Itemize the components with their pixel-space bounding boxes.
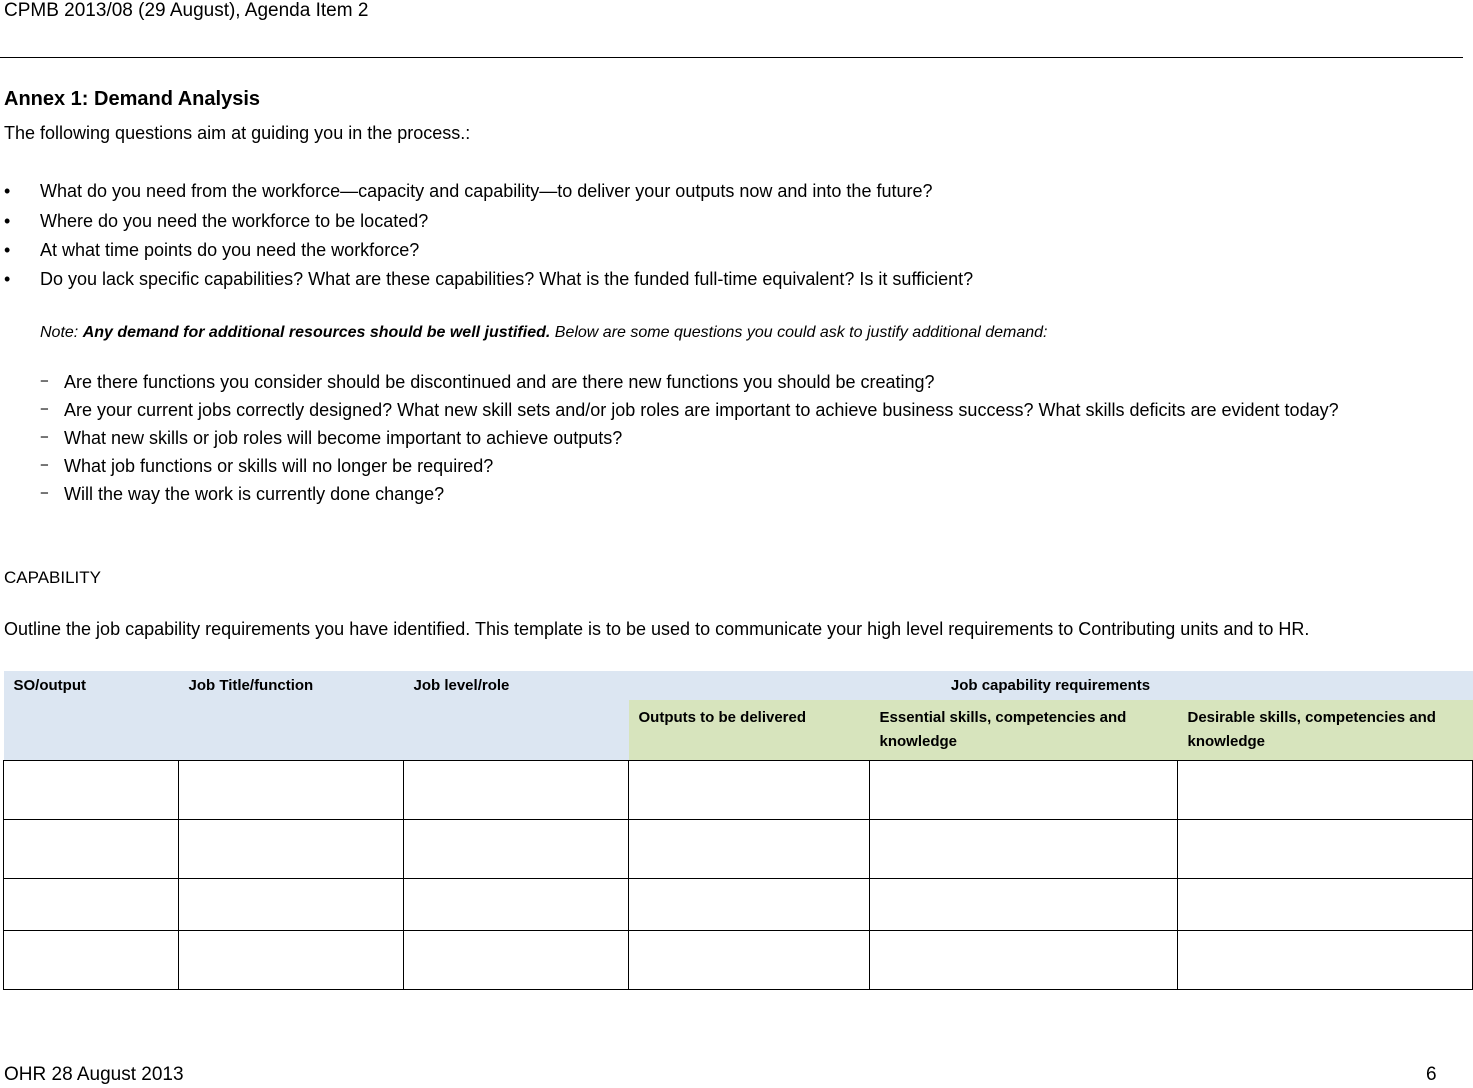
demand-question-text: Are there functions you consider should be discontinued and are there new functions you should be creating? — [64, 372, 935, 392]
table-row — [4, 931, 1473, 990]
header-rule — [0, 57, 1463, 58]
demand-questions-list — [40, 368, 1430, 508]
table-cell[interactable] — [870, 931, 1178, 990]
list-item — [4, 207, 973, 236]
list-item — [4, 265, 973, 294]
demand-question-text: Are your current jobs correctly designed? What new skill sets and/or job roles are important to achieve business success? What skills deficits are evident today? — [64, 400, 1339, 420]
table-cell[interactable] — [4, 761, 179, 820]
table-cell[interactable] — [870, 761, 1178, 820]
table-cell[interactable] — [4, 820, 179, 879]
col-job-level: Job level/role — [404, 671, 629, 761]
table-cell[interactable] — [1178, 761, 1473, 820]
table-cell[interactable] — [179, 761, 404, 820]
page-header: CPMB 2013/08 (29 August), Agenda Item 2 — [4, 0, 369, 21]
intro-text: The following questions aim at guiding you in the process.: — [4, 123, 471, 143]
table-cell[interactable] — [179, 820, 404, 879]
question-text: Where do you need the workforce to be located? — [40, 211, 429, 231]
table-cell[interactable] — [629, 879, 870, 931]
question-text: Do you lack specific capabilities? What are these capabilities? What is the funded full-time equivalent? Is it sufficient? — [40, 269, 974, 289]
dash-icon: − — [40, 485, 49, 502]
note-prefix: Note: — [40, 324, 83, 341]
note-bold: Any demand for additional resources should be well justified. — [82, 324, 551, 341]
note — [40, 324, 1048, 342]
table-row — [4, 820, 1473, 879]
table-cell[interactable] — [870, 879, 1178, 931]
bullet-icon: • — [4, 211, 11, 231]
list-item — [40, 480, 1430, 508]
capability-outline: Outline the job capability requirements you have identified. This template is to be used to communicate your high level requirements to Contributing units and to HR. — [4, 619, 1310, 639]
dash-icon: − — [40, 373, 49, 390]
table-cell[interactable] — [629, 820, 870, 879]
col-desirable-skills: Desirable skills, competencies and knowledge — [1178, 700, 1473, 761]
table-cell[interactable] — [4, 879, 179, 931]
demand-question-text: What new skills or job roles will become important to achieve outputs? — [64, 428, 623, 448]
demand-question-text: What job functions or skills will no longer be required? — [64, 456, 494, 476]
capability-table — [3, 671, 1473, 990]
table-row — [4, 761, 1473, 820]
col-group-job-capability: Job capability requirements — [629, 671, 1473, 700]
table-cell[interactable] — [404, 879, 629, 931]
table-cell[interactable] — [179, 931, 404, 990]
bullet-icon: • — [4, 240, 11, 260]
table-cell[interactable] — [1178, 931, 1473, 990]
bullet-icon: • — [4, 269, 11, 289]
list-item — [4, 236, 973, 265]
list-item — [40, 368, 1430, 396]
capability-heading: CAPABILITY — [4, 568, 101, 587]
note-rest: Below are some questions you could ask to justify additional demand: — [550, 324, 1048, 341]
col-job-title: Job Title/function — [179, 671, 404, 761]
table-cell[interactable] — [4, 931, 179, 990]
table-cell[interactable] — [404, 761, 629, 820]
col-essential-skills: Essential skills, competencies and knowledge — [870, 700, 1178, 761]
bullet-icon: • — [4, 181, 11, 201]
col-so-output: SO/output — [4, 671, 179, 761]
list-item — [40, 396, 1430, 424]
table-cell[interactable] — [179, 879, 404, 931]
guiding-questions-list — [4, 177, 973, 294]
table-cell[interactable] — [629, 931, 870, 990]
table-cell[interactable] — [1178, 820, 1473, 879]
annex-title: Annex 1: Demand Analysis — [4, 88, 261, 110]
list-item — [4, 177, 973, 206]
table-header-row — [4, 671, 1473, 700]
dash-icon: − — [40, 401, 49, 418]
page-number: 6 — [1426, 1064, 1437, 1085]
table-cell[interactable] — [404, 820, 629, 879]
list-item — [40, 424, 1430, 452]
question-text: What do you need from the workforce—capacity and capability—to deliver your outputs now and into the future? — [40, 181, 933, 201]
list-item — [40, 452, 1430, 480]
dash-icon: − — [40, 457, 49, 474]
demand-question-text: Will the way the work is currently done change? — [64, 484, 445, 504]
table-row — [4, 879, 1473, 931]
footer-date: OHR 28 August 2013 — [4, 1064, 184, 1085]
col-outputs: Outputs to be delivered — [629, 700, 870, 761]
dash-icon: − — [40, 429, 49, 446]
table-cell[interactable] — [870, 820, 1178, 879]
question-text: At what time points do you need the workforce? — [40, 240, 420, 260]
table-cell[interactable] — [1178, 879, 1473, 931]
table-cell[interactable] — [629, 761, 870, 820]
table-cell[interactable] — [404, 931, 629, 990]
